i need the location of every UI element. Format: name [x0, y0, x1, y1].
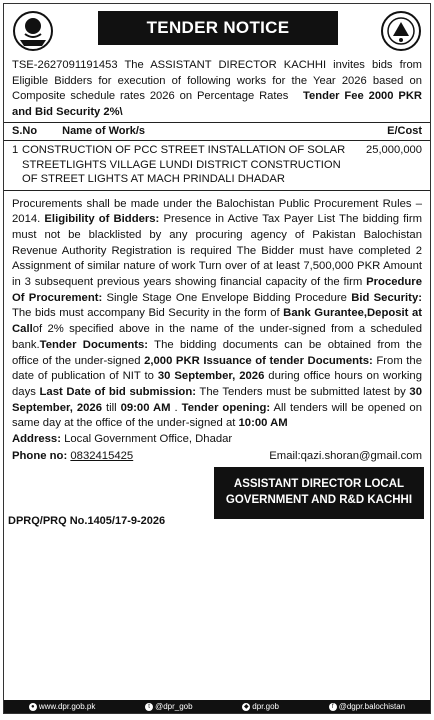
row-cost: 25,000,000 — [366, 144, 422, 156]
body-text: till — [102, 401, 121, 414]
header — [4, 4, 430, 58]
header-cost: E/Cost — [387, 125, 422, 137]
page-title: TENDER NOTICE — [98, 11, 338, 45]
tender-notice-page — [3, 3, 431, 714]
reference-number: DPRQ/PRQ No.1405/17-9-2026 — [8, 514, 166, 527]
facebook-handle: @dgpr.balochistan — [338, 702, 406, 711]
last-date-heading: Last Date of bid submission: — [39, 385, 196, 398]
body-text: The Tenders must be submitted latest by — [195, 385, 410, 398]
portal-text: dpr.gob — [252, 702, 279, 711]
bottom-section — [4, 465, 430, 533]
tender-opening-heading: Tender opening: — [181, 401, 271, 414]
twitter-handle: @dpr_gob — [155, 702, 193, 711]
email-label: Email: — [269, 449, 301, 462]
web-icon: ◆ — [243, 704, 249, 710]
bank-guarantee-text: Bank Gurantee,Deposit at Call — [12, 307, 422, 336]
tender-fee-text: Tender Fee 2000 PKR and Bid Security 2%\ — [12, 90, 423, 118]
signature-block: ASSISTANT DIRECTOR LOCAL GOVERNMENT AND R&D KACHHI — [214, 467, 424, 519]
twitter-icon: t — [145, 703, 153, 711]
body-text: All tenders will be opened on same day at the office of the under-signed at — [12, 401, 422, 430]
body-text: Procurements shall be made under the Balochistan Public Procurement Rules – 2014. — [12, 197, 422, 226]
issuance-heading: 2,000 PKR Issuance of tender Documents: — [144, 354, 373, 367]
body-text: The bidding documents can be obtained from the office of the under-signed — [12, 338, 422, 367]
issuance-end-date: 30 September, 2026 — [157, 370, 265, 383]
facebook-icon: f — [329, 703, 337, 711]
body-text: of 2% specified above in the name of the under-signed from a scheduled bank. — [12, 323, 422, 351]
procedure-heading: Procedure Of Procurement: — [12, 276, 422, 304]
body-text: during office hours on working days — [12, 370, 422, 398]
header-name: Name of Work/s — [62, 125, 146, 137]
footer-facebook — [329, 702, 405, 711]
works-table-header — [4, 122, 430, 141]
body-text: Presence in Active Tax Payer List The bidding firm must not be blacklisted by any procuring agency of Pakistan Balochistan Revenue Authority Registration is required The Bidder must have completed 2 Assignment of similar nature of work Turn over of at least 7,500,000 PKR Amount in 3 subsequent previous years showing financial capacity of the firm — [12, 213, 422, 289]
opening-time: 10:00 AM — [238, 417, 288, 430]
address-value: Local Government Office, Dhadar — [60, 433, 233, 446]
phone-number: 0832415425 — [70, 449, 134, 462]
bid-security-heading: Bid Security: — [351, 291, 422, 304]
intro-text: TSE-2627091191453 The ASSISTANT DIRECTOR KACHHI invites bids from Eligible Bidders for execution of following works for the Year 2026 based on Composite schedule rates 2026 on Percentage Rates — [12, 59, 422, 102]
tender-documents-heading: Tender Documents: — [39, 338, 149, 351]
address-label: Address: — [12, 433, 61, 446]
intro-paragraph — [4, 58, 430, 120]
footer-twitter — [145, 702, 192, 711]
government-emblem-icon — [12, 10, 54, 52]
eligibility-heading: Eligibility of Bidders: — [44, 213, 160, 226]
submission-time: 09:00 AM — [120, 401, 171, 414]
contact-row — [4, 448, 430, 465]
body-text: Single Stage One Envelope Bidding Procedure — [102, 291, 352, 304]
phone-label: Phone no: — [12, 449, 68, 462]
body-text: From the date of publication of NIT to — [12, 354, 423, 383]
footer-portal — [242, 702, 279, 711]
header-sno: S.No — [12, 125, 38, 137]
email-address: qazi.shoran@gmail.com — [300, 449, 422, 462]
body-text: . — [170, 401, 182, 414]
table-row — [4, 141, 430, 191]
tender-details — [4, 191, 430, 448]
row-description: CONSTRUCTION OF PCC STREET INSTALLATION OF SOLAR STREETLIGHTS VILLAGE LUNDI DISTRICT CONSTRUCTION OF STREET LIGHTS AT MACH PRINDALI DHADAR — [22, 144, 346, 185]
submission-date: 30 September, 2026 — [12, 385, 422, 414]
body-text: The bids must accompany Bid Security in the form of — [12, 307, 284, 320]
footer-website — [29, 702, 95, 711]
globe-icon: ● — [29, 703, 37, 711]
website-text: www.dpr.gob.pk — [38, 702, 96, 711]
footer-bar — [4, 700, 430, 713]
department-logo-icon — [380, 10, 422, 52]
row-sno: 1 — [12, 144, 19, 156]
